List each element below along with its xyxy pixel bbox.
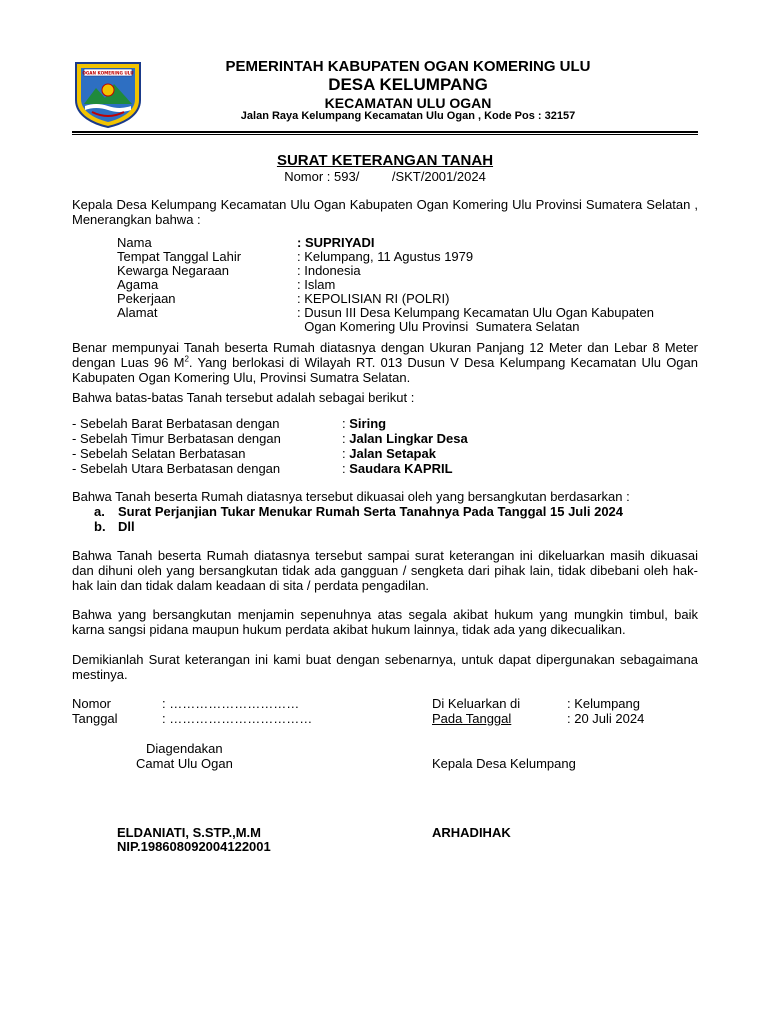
- border-value: Jalan Setapak: [349, 446, 436, 461]
- control-paragraph: Bahwa Tanah beserta Rumah diatasnya tersebut sampai surat keterangan ini dikeluarkan masih dikuasai dan dihuni oleh yang bersangkutan tidak ada gangguan / sengketa dari pihak lain, tidak dibebani oleh hak-hak lain dan tidak dalam keadaan di sita / perdata pengadilan.: [72, 548, 698, 593]
- identity-label: Pekerjaan: [117, 291, 176, 306]
- basis-intro: Bahwa Tanah beserta Rumah diatasnya tersebut dikuasai oleh yang bersangkutan berdasarkan :: [72, 489, 630, 504]
- basis-marker: a.: [94, 504, 105, 519]
- document-title: SURAT KETERANGAN TANAH: [276, 152, 494, 169]
- identity-label: Kewarga Negaraan: [117, 263, 230, 278]
- camat-name: ELDANIATI, S.STP.,M.M: [117, 825, 261, 840]
- border-value: Jalan Lingkar Desa: [349, 431, 468, 446]
- border-label: - Sebelah Utara Berbatasan dengan: [72, 461, 281, 476]
- letterhead-address: Jalan Raya Kelumpang Kecamatan Ulu Ogan , Kode Pos : 32157: [240, 110, 576, 122]
- letterhead-village: DESA KELUMPANG: [328, 75, 488, 94]
- issued-at-label: Di Keluarkan di: [432, 696, 521, 711]
- identity-label: Agama: [117, 277, 159, 292]
- closing-paragraph: Demikianlah Surat keterangan ini kami buat dengan sebenarnya, untuk dapat dipergunakan sebagaimana mestinya.: [72, 652, 698, 682]
- agenda-label: Diagendakan: [146, 741, 223, 756]
- identity-value: : KEPOLISIAN RI (POLRI): [297, 291, 450, 306]
- letterhead-government: PEMERINTAH KABUPATEN OGAN KOMERING ULU: [225, 58, 591, 75]
- camat-title: Camat Ulu Ogan: [136, 756, 233, 771]
- identity-label: Nama: [117, 235, 152, 250]
- issued-at-value: : Kelumpang: [567, 696, 640, 711]
- basis-text: Dll: [118, 519, 135, 534]
- identity-label: Alamat: [117, 305, 158, 320]
- basis-marker: b.: [94, 519, 106, 534]
- border-value: Saudara KAPRIL: [349, 461, 453, 476]
- border-label: - Sebelah Barat Berbatasan dengan: [72, 416, 280, 431]
- kades-name: ARHADIHAK: [432, 825, 511, 840]
- register-number-label: Nomor: [72, 696, 112, 711]
- register-date-label: Tanggal: [72, 711, 118, 726]
- borders-intro: Bahwa batas-batas Tanah tersebut adalah sebagai berikut :: [72, 390, 415, 405]
- issued-date-label: Pada Tanggal: [432, 711, 512, 726]
- area-superscript: 2: [184, 354, 189, 364]
- issued-date-value: : 20 Juli 2024: [567, 711, 645, 726]
- camat-nip: NIP.198608092004122001: [117, 839, 271, 854]
- issued-date-row: [432, 711, 650, 726]
- regency-emblem-logo: [72, 60, 144, 128]
- logo-text: OGAN KOMERING ULU: [82, 70, 134, 76]
- border-value: Siring: [349, 416, 387, 431]
- identity-value: : Kelumpang, 11 Agustus 1979: [297, 249, 474, 264]
- register-date-value: : ……………………………: [162, 711, 313, 726]
- border-label: - Sebelah Timur Berbatasan dengan: [72, 431, 281, 446]
- register-number-value: : …………………………: [162, 696, 300, 711]
- letterhead-divider-thick: [72, 131, 698, 133]
- land-paragraph: Benar mempunyai Tanah beserta Rumah diatasnya dengan Ukuran Panjang 12 Meter dan Lebar 8 Meter dengan Luas 96 $M^2$. Yang berlokasi di Wilayah RT. 013 Dusun V Desa Kelumpang Kecamatan Ulu Ogan Kabupaten Ogan Komering Ulu, Provinsi Sumatra Selatan.: [72, 340, 698, 385]
- identity-value: : Indonesia: [297, 263, 361, 278]
- kades-title: Kepala Desa Kelumpang: [432, 756, 576, 771]
- identity-label: Tempat Tanggal Lahir: [117, 249, 242, 264]
- border-label: - Sebelah Selatan Berbatasan: [72, 446, 246, 461]
- guarantee-paragraph: Bahwa yang bersangkutan menjamin sepenuhnya atas segala akibat hukum yang mungkin timbul, baik karna sangsi pidana maupun hukum perdata akibat hukum lainnya, tidak ada yang dikecualikan.: [72, 607, 698, 637]
- identity-value: Ogan Komering Ulu Provinsi Sumatera Selatan: [297, 319, 580, 334]
- letterhead-district: KECAMATAN ULU OGAN: [324, 95, 492, 111]
- identity-value: : Islam: [297, 277, 336, 292]
- identity-value: : SUPRIYADI: [297, 235, 375, 250]
- basis-text: Surat Perjanjian Tukar Menukar Rumah Serta Tanahnya Pada Tanggal 15 Juli 2024: [118, 504, 624, 519]
- identity-value: : Dusun III Desa Kelumpang Kecamatan Ulu Ogan Kabupaten: [297, 305, 654, 320]
- intro-paragraph: Kepala Desa Kelumpang Kecamatan Ulu Ogan Kabupaten Ogan Komering Ulu Provinsi Sumatera Selatan , Menerangkan bahwa :: [72, 197, 698, 227]
- document-number: Nomor : 593/ /SKT/2001/2024: [284, 169, 486, 184]
- letterhead-divider-thin: [72, 134, 698, 135]
